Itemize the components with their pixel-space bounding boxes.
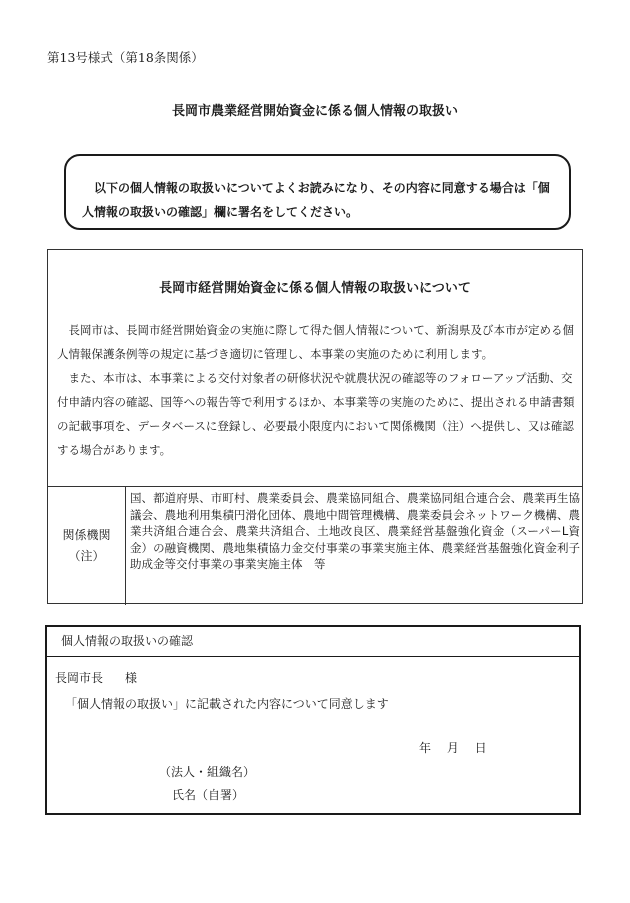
related-agencies-label: 関係機関 xyxy=(62,528,111,542)
related-agencies-header xyxy=(48,487,126,605)
privacy-paragraph-1: 長岡市は、長岡市経営開始資金の実施に際して得た個人情報について、新潟県及び本市が定める個人情報保護条例等の規定に基づき適切に管理し、本事業の実施のために利用します。 xyxy=(57,323,575,361)
notice-box xyxy=(64,154,571,230)
consent-heading: 個人情報の取扱いの確認 xyxy=(47,627,579,657)
date-field[interactable]: 年 月 日 xyxy=(419,741,487,755)
privacy-info-box xyxy=(47,249,583,604)
corporation-name-field[interactable]: （法人・組織名） xyxy=(159,765,256,779)
addressee-honorific: 様 xyxy=(125,671,138,685)
notice-text: 以下の個人情報の取扱いについてよくお読みになり、その内容に同意する場合は「個人情報の取扱いの確認」欄に署名をしてください。 xyxy=(82,181,550,219)
privacy-info-heading: 長岡市経営開始資金に係る個人情報の取扱いについて xyxy=(159,281,471,296)
privacy-paragraph-2: また、本市は、本事業による交付対象者の研修状況や就農状況の確認等のフォローアップ活動、交付申請内容の確認、国等への報告等で利用するほか、本事業等の実施のために、提出される申請書類の記載事項を、データベースに登録し、必要最小限度内において関係機関（注）へ提供し、又は確認する場合があります。 xyxy=(57,371,575,457)
privacy-info-body xyxy=(57,318,575,462)
form-number: 第13号様式（第18条関係） xyxy=(47,50,204,65)
related-agencies-list: 国、都道府県、市町村、農業委員会、農業協同組合、農業協同組合連合会、農業再生協議会、農地利用集積円滑化団体、農地中間管理機構、農業委員会ネットワーク機構、農業共済組合連合会、農業共済組合、土地改良区、農業経営基盤強化資金（スーパーL資金）の融資機関、農地集積協力金交付事業の事業実施主体、農業経営基盤強化資金利子助成金等交付事業の事業実施主体 等 xyxy=(130,491,580,571)
addressee-name: 長岡市長 xyxy=(55,671,104,685)
agreement-statement: 「個人情報の取扱い」に記載された内容について同意します xyxy=(65,697,389,711)
signature-field[interactable]: 氏名（自署） xyxy=(172,788,245,802)
document-title: 長岡市農業経営開始資金に係る個人情報の取扱い xyxy=(171,104,458,119)
addressee xyxy=(55,669,137,686)
related-agencies-note: （注） xyxy=(68,549,105,563)
related-agencies-table xyxy=(48,486,582,605)
consent-box xyxy=(45,625,581,815)
